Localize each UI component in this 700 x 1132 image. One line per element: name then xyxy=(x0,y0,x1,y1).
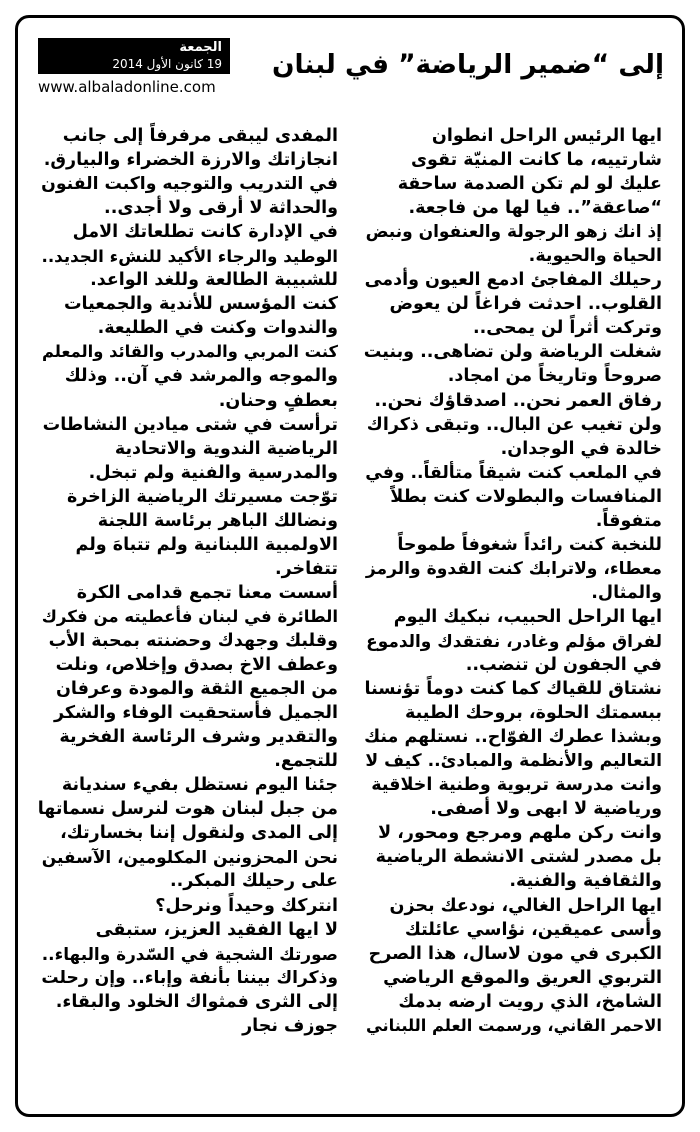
article-line: إلى الثرى فمثواك الخلود والبقاء. xyxy=(55,991,338,1012)
article-line: الطائرة في لبنان فأعطيته من فكرك xyxy=(41,606,338,626)
article-line: في الملعب كنت شيقاً متألقاً.. وفي xyxy=(365,462,662,483)
article-column-left xyxy=(38,124,338,1038)
article-line: لا ايها الفقيد العزيز، ستبقى xyxy=(95,919,338,940)
article-line: وانت ركن ملهم ومرجع ومحور، لا xyxy=(378,823,662,844)
article-line: في الجفون لن تنضب.. xyxy=(465,655,662,676)
date-box xyxy=(38,38,230,74)
article-line: انتركك وحيداً ونرحل؟ xyxy=(155,895,338,916)
article-line: صورتك الشجية في السّدرة والبهاء.. xyxy=(41,943,338,964)
article-line: ونضالك الباهر برئاسة اللجنة xyxy=(97,510,338,531)
article-line: والمثال. xyxy=(591,582,662,603)
article-line: والتقدير وشرف الرئاسة الفخرية xyxy=(59,727,338,748)
article-line: شارتييه، ما كانت المنيّة تقوى xyxy=(411,150,662,171)
article-line: والمدرسية والفنية ولم تبخل. xyxy=(88,462,338,483)
article-title: إلى “ضمير الرياضة” في لبنان xyxy=(271,49,664,80)
article-line: وقلبك وجهدك وحضنته بمحبة الأب xyxy=(48,630,338,651)
article-line: ايها الرئيس الراحل انطوان xyxy=(431,126,662,146)
article-line: أسست معنا تجمع قدامى الكرة xyxy=(76,582,338,603)
article-line: والندوات وكنت في الطليعة. xyxy=(97,318,338,339)
article-line: من جبل لبنان هوت لنرسل نسماتها xyxy=(37,799,338,820)
website-url: www.albaladonline.com xyxy=(38,78,216,96)
article-line: من الجميع الثقة والمودة وعرفان xyxy=(55,679,338,700)
article-column-right xyxy=(362,124,662,1038)
article-line: وأسى عميقين، نؤاسي عائلتك xyxy=(404,919,662,940)
article-line: صروحاً وتاريخاً من امجاد. xyxy=(447,366,662,387)
article-line: جئنا اليوم نستظل بفيء سنديانة xyxy=(61,775,338,796)
article-line: شغلت الرياضة ولن تضاهى.. وبنيت xyxy=(363,342,662,363)
article-line: كنت المربي والمدرب والقائد والمعلم xyxy=(42,342,338,362)
article-line: في الإدارة كانت تطلعاتك الامل xyxy=(72,222,338,243)
article-line: كنت المؤسس للأندية والجمعيات xyxy=(63,294,338,315)
article-line: ولن تغيب عن البال.. وتبقى ذكراك xyxy=(366,414,662,435)
article-line: التربوي العريق والموقع الرياضي xyxy=(383,967,662,988)
article-header xyxy=(18,18,682,110)
article-line: الشامخ، الذي رويت ارضه بدمك xyxy=(398,991,662,1012)
article-line: المنافسات والبطولات كنت بطلاً xyxy=(390,486,662,507)
article-line: في التدريب والتوجيه واكبت الفنون xyxy=(41,174,338,195)
article-line: نشتاق للقياك كما كنت دوماً تؤنسنا xyxy=(364,679,662,700)
article-line: الجميل فأستحقيت الوفاء والشكر xyxy=(53,703,338,724)
article-line: للشبيبة الطالعة وللغد الواعد. xyxy=(90,270,338,291)
article-line: والحداثة لا أرقى ولا أجدى.. xyxy=(104,198,338,219)
article-line: ايها الراحل الحبيب، نبكيك اليوم xyxy=(393,606,662,627)
article-line: إذ انك زهو الرجولة والعنفوان ونبض xyxy=(365,222,662,243)
article-line: انجازاتك والارزة الخضراء والبيارق. xyxy=(43,150,338,171)
article-line: على رحيلك المبكر.. xyxy=(169,871,338,892)
article-line: وتركت أثراً لن يمحى.. xyxy=(472,318,662,339)
article-line: الوطيد والرجاء الأكيد للنشء الجديد.. xyxy=(41,246,338,267)
article-line: التعاليم والأنظمة والمبادئ.. كيف لا xyxy=(365,751,662,772)
article-line: ببسمتك الحلوة، بروحك الطيبة xyxy=(404,703,662,724)
article-line: “صاعقة”.. فيا لها من فاجعة. xyxy=(408,198,662,219)
author-signature: جوزف نجار xyxy=(242,1015,338,1036)
article-line: ايها الراحل الغالي، نودعك بحزن xyxy=(389,895,662,916)
article-line: توّجت مسيرتك الرياضية الزاخرة xyxy=(66,486,338,507)
article-line: تتفاخر. xyxy=(274,558,338,579)
article-line: والثقافية والفنية. xyxy=(509,871,662,892)
article-line: إلى المدى ولنقول إننا بخسارتك، xyxy=(60,823,338,844)
article-line: نحن المحزونين المكلومين، الآسفين xyxy=(41,847,338,868)
article-line: رحيلك المفاجئ ادمع العيون وأدمى xyxy=(364,270,662,291)
publication-day: الجمعة xyxy=(179,40,222,55)
article-line: الحياة والحيوية. xyxy=(528,246,662,267)
article-line: الرياضية الندوية والاتحادية xyxy=(114,438,338,459)
article-line: عليك لو لم تكن الصدمة ساحقة xyxy=(397,174,662,195)
article-line: رفاق العمر نحن.. اصدقاؤك نحن.. xyxy=(374,390,662,411)
article-line: للنخبة كنت رائداً شغوفاً طموحاً xyxy=(397,534,662,555)
newspaper-page xyxy=(15,15,685,1117)
article-line: وانت مدرسة تربوية وطنية اخلاقية xyxy=(371,775,662,796)
article-line: للتجمع. xyxy=(274,751,338,772)
article-line: الاحمر القاني، ورسمت العلم اللبناني xyxy=(365,1015,662,1035)
article-line: بعطفٍ وحنان. xyxy=(218,390,338,411)
article-line: المفدى ليبقى مرفرفاً إلى جانب xyxy=(62,126,338,146)
article-line: معطاء، ولاترابك كنت القدوة والرمز xyxy=(365,558,662,579)
article-line: وبشذا عطرك الفوّاح.. نستلهم منك xyxy=(364,727,662,748)
article-line: بل مصدر لشتى الانشطة الرياضية xyxy=(375,847,662,868)
article-line: القلوب.. احدثت فراغاً لن يعوض xyxy=(389,294,662,315)
article-line: ترأست في شتى ميادين النشاطات xyxy=(42,414,338,435)
article-line: والموجه والمرشد في آن.. وذلك xyxy=(64,366,338,387)
article-line: الاولمبية اللبنانية ولم تتباهَ ولم xyxy=(75,534,338,555)
article-line: ورياضية لا ابهى ولا أصفى. xyxy=(430,799,662,820)
article-line: وعطف الاخ بصدق وإخلاص، ونلت xyxy=(55,655,338,676)
article-line: الكبرى في مون لاسال، هذا الصرح xyxy=(368,943,662,964)
publication-date: 19 كانون الأول 2014 xyxy=(112,57,222,71)
article-line: وذكراك بيننا بأنفة وإباء.. وإن رحلت xyxy=(41,967,338,988)
article-line: لفراق مؤلم وغادر، نفتقدك والدموع xyxy=(366,630,662,651)
article-line: متفوقاً. xyxy=(595,510,662,531)
article-line: خالدة في الوجدان. xyxy=(500,438,662,459)
